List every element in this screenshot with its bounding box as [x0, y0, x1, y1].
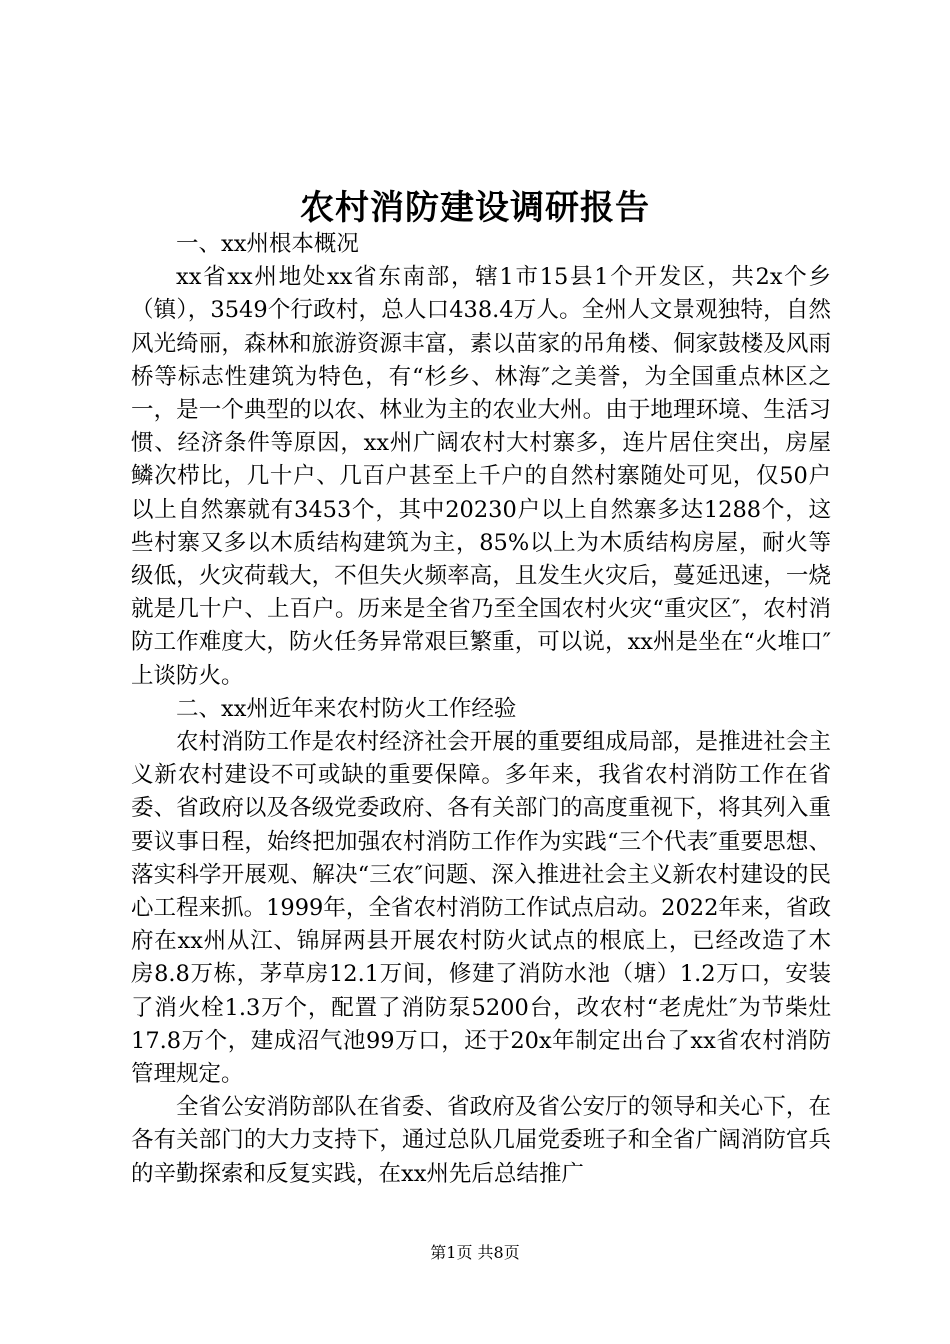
document-body: [131, 228, 831, 1191]
paragraph: 农村消防工作是农村经济社会开展的重要组成局部，是推进社会主义新农村建设不可或缺的重要保障。多年来，我省农村消防工作在省委、省政府以及各级党委政府、各有关部门的高度重视下，将其列入重要议事日程，始终把加强农村消防工作作为实践“三个代表″重要思想、落实科学开展观、解决“三农″问题、深入推进社会主义新农村建设的民心工程来抓。1999年，全省农村消防工作试点启动。2022年来，省政府在xx州从江、锦屏两县开展农村防火试点的根底上，已经改造了木房8.8万栋，茅草房12.1万间，修建了消防水池（塘）1.2万口，安装了消火栓1.3万个，配置了消防泵5200台，改农村“老虎灶″为节柴灶17.8万个，建成沼气池99万口，还于20x年制定出台了xx省农村消防管理规定。: [131, 729, 831, 1088]
page-number-footer: 第1页 共8页: [430, 1243, 520, 1262]
section-heading: 二、xx州近年来农村防火工作经验: [176, 695, 517, 722]
section-heading: 一、xx州根本概况: [176, 231, 359, 257]
paragraph: 全省公安消防部队在省委、省政府及省公安厅的领导和关心下，在各有关部门的大力支持下，通过总队几届党委班子和全省广阔消防官兵的辛勤探索和反复实践，在xx州先后总结推广: [131, 1094, 831, 1187]
paragraph: xx省xx州地处xx省东南部，辖1市15县1个开发区，共2x个乡（镇），3549个行政村，总人口438.4万人。全州人文景观独特，自然风光绮丽，森林和旅游资源丰富，素以苗家的吊角楼、侗家鼓楼及风雨桥等标志性建筑为特色，有“杉乡、林海″之美誉，为全国重点林区之一，是一个典型的以农、林业为主的农业大州。由于地理环境、生活习惯、经济条件等原因，xx州广阔农村大村寨多，连片居住突出，房屋鳞次栉比，几十户、几百户甚至上千户的自然村寨随处可见，仅50户以上自然寨就有3453个，其中20230户以上自然寨多达1288个，这些村寨又多以木质结构建筑为主，85%以上为木质结构房屋，耐火等级低，火灾荷载大，不但失火频率高，且发生火灾后，蔓延迅速，一烧就是几十户、上百户。历来是全省乃至全国农村火灾“重灾区″，农村消防工作难度大，防火任务异常艰巨繁重，可以说，xx州是坐在“火堆口″上谈防火。: [131, 264, 831, 689]
document-title: 农村消防建设调研报告: [300, 188, 650, 228]
